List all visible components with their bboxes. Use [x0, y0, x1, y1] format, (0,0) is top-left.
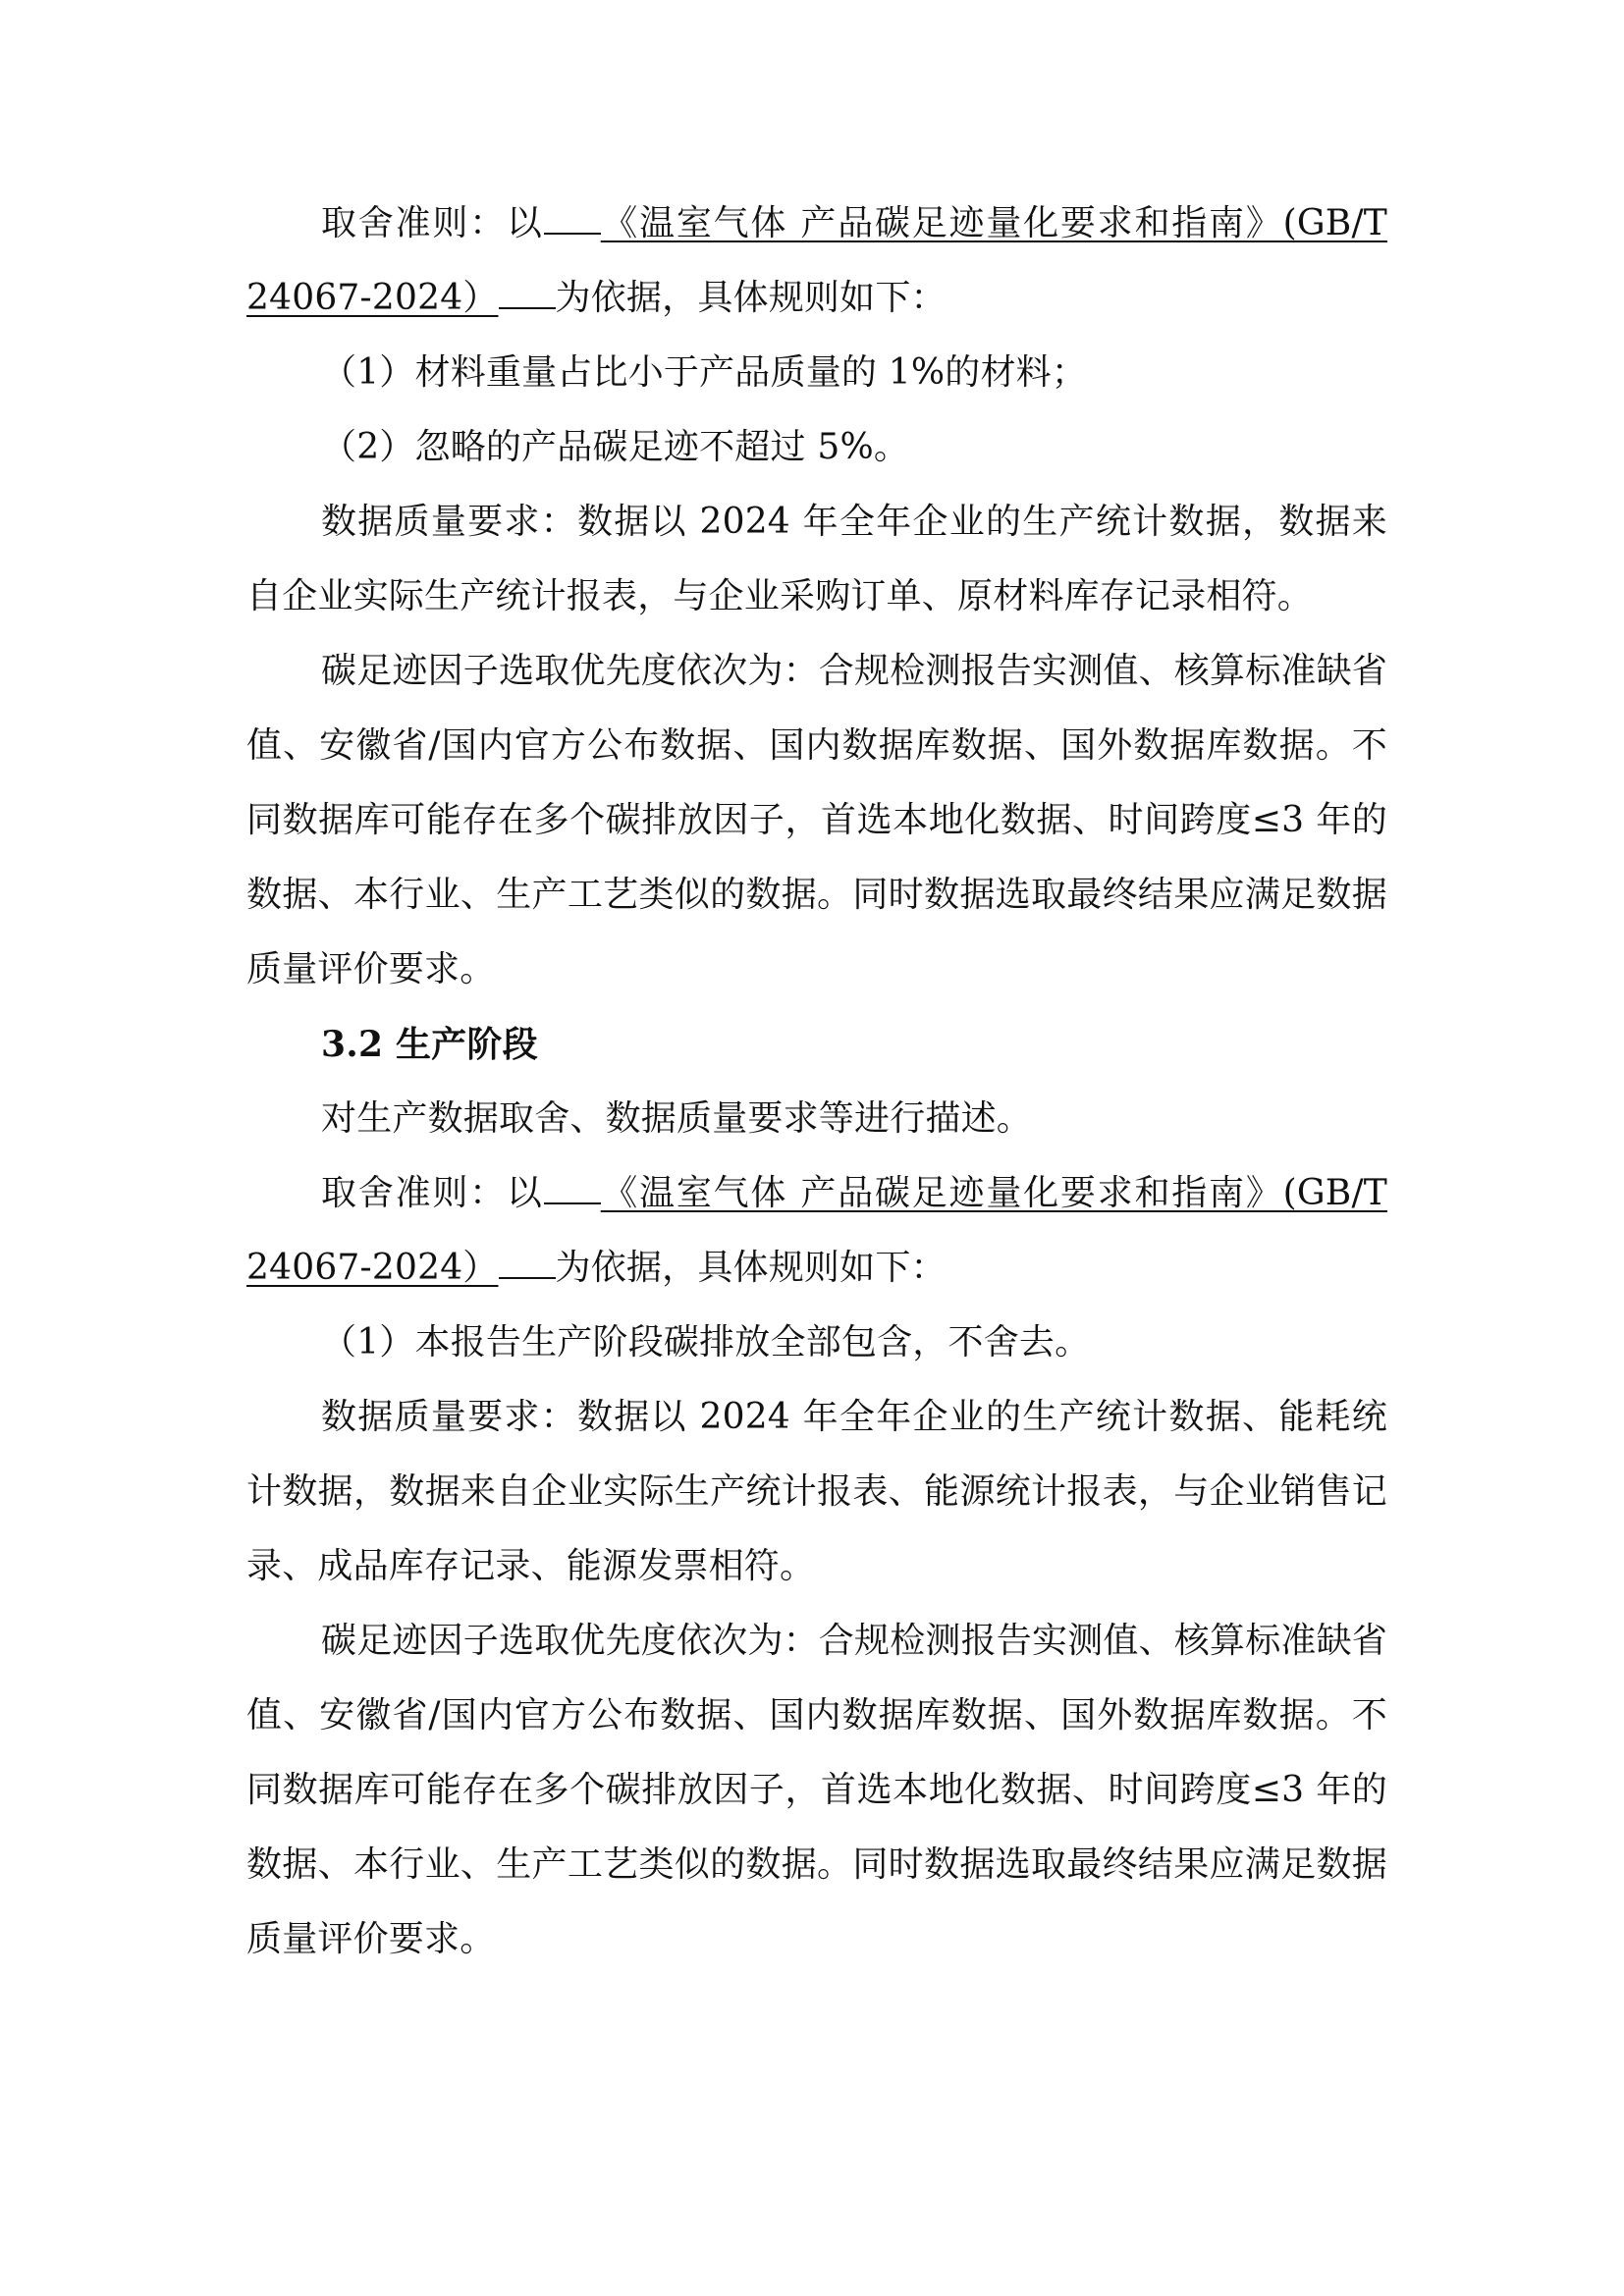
document-body [246, 187, 1387, 1977]
quality-paragraph-32: 数据质量要求：数据以 2024 年全年企业的生产统计数据、能耗统计数据，数据来自企业实际生产统计报表、能源统计报表，与企业销售记录、成品库存记录、能源发票相符。 [246, 1397, 1387, 1586]
criteria-standard: 《温室气体 产品碳足迹量化要求和指南》(GB/T 24067-2024） [246, 1173, 1387, 1288]
criteria-paragraph-32 [246, 1156, 1387, 1306]
underline-blank [499, 1250, 556, 1279]
criteria-tail: 为依据，具体规则如下： [555, 278, 947, 318]
rule-item-1: （1）材料重量占比小于产品质量的 1%的材料； [321, 352, 1088, 393]
criteria-label: 取舍准则：以 [321, 1173, 544, 1213]
underline-blank [544, 1175, 601, 1204]
intro-paragraph-32: 对生产数据取舍、数据质量要求等进行描述。 [321, 1098, 1033, 1139]
factor-paragraph-32: 碳足迹因子选取优先度依次为：合规检测报告实测值、核算标准缺省值、安徽省/国内官方公布数据、国内数据库数据、国外数据库数据。不同数据库可能存在多个碳排放因子，首选本地化数据、时间跨度≤3 年的数据、本行业、生产工艺类似的数据。同时数据选取最终结果应满足数据质量评价要求。 [246, 1621, 1388, 1959]
criteria-standard: 《温室气体 产品碳足迹量化要求和指南》(GB/T 24067-2024） [246, 203, 1387, 318]
rule-item-1: （1）本报告生产阶段碳排放全部包含，不舍去。 [321, 1322, 1091, 1362]
criteria-label: 取舍准则：以 [321, 203, 544, 243]
quality-paragraph-31: 数据质量要求：数据以 2024 年全年企业的生产统计数据，数据来自企业实际生产统计报表，与企业采购订单、原材料库存记录相符。 [246, 502, 1387, 616]
rule-item-2: （2）忽略的产品碳足迹不超过 5%。 [321, 427, 910, 467]
factor-paragraph-31: 碳足迹因子选取优先度依次为：合规检测报告实测值、核算标准缺省值、安徽省/国内官方公布数据、国内数据库数据、国外数据库数据。不同数据库可能存在多个碳排放因子，首选本地化数据、时间跨度≤3 年的数据、本行业、生产工艺类似的数据。同时数据选取最终结果应满足数据质量评价要求。 [246, 651, 1388, 989]
section-heading: 3.2 生产阶段 [321, 1024, 538, 1065]
criteria-paragraph-31 [246, 187, 1387, 336]
underline-blank [499, 280, 556, 309]
underline-blank [544, 205, 601, 235]
criteria-tail: 为依据，具体规则如下： [555, 1248, 947, 1288]
